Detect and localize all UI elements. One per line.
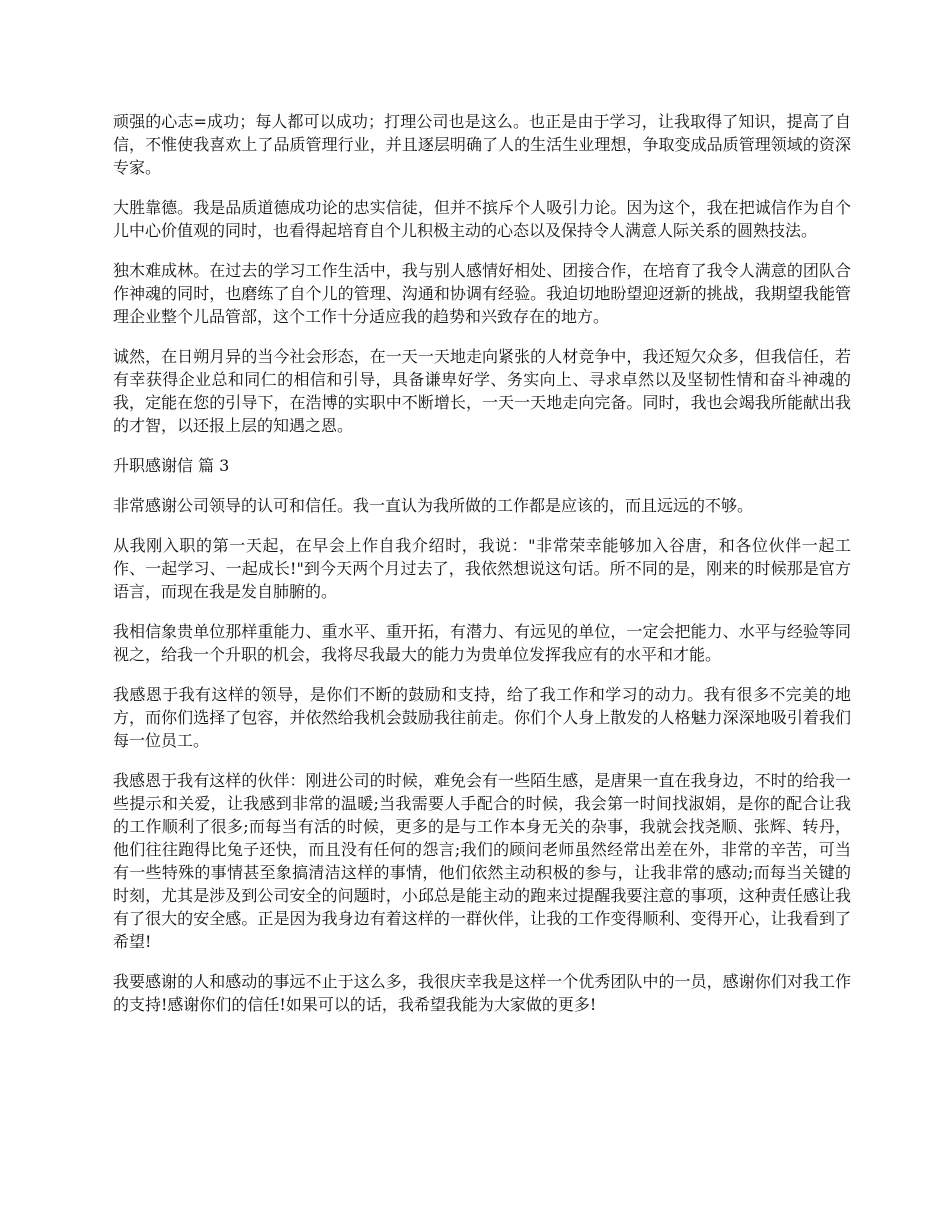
section-heading: 升职感谢信 篇 3 [113, 456, 230, 475]
paragraph-4: 诚然，在日朔月异的当今社会形态，在一天一天地走向紧张的人材竞争中，我还短欠众多，但我信任，若有幸获得企业总和同仁的相信和引导，具备谦卑好学、务实向上、寻求卓然以及坚韧性情和奋斗神魂的我，定能在您的引导下，在浩博的实职中不断增长，一天一天地走向完备。同时，我也会竭我所能献出我的才智，以还报上层的知遇之恩。 [113, 347, 851, 435]
paragraph-2: 大胜靠德。我是品质道德成功论的忠实信徒，但并不摈斥个人吸引力论。因为这个，我在把诚信作为自个儿中心价值观的同时，也看得起培育自个儿积极主动的心态以及保持令人满意人际关系的圆熟技法。 [113, 198, 851, 240]
paragraph-10: 我要感谢的人和感动的事远不止于这么多，我很庆幸我是这样一个优秀团队中的一员，感谢你们对我工作的支持!感谢你们的信任!如果可以的话，我希望我能为大家做的更多! [113, 972, 851, 1014]
paragraph-8: 我感恩于我有这样的领导，是你们不断的鼓励和支持，给了我工作和学习的动力。我有很多不完美的地方，而你们选择了包容，并依然给我机会鼓励我往前走。你们个人身上散发的人格魅力深深地吸引着我们每一位员工。 [113, 685, 851, 750]
paragraph-9: 我感恩于我有这样的伙伴：刚进公司的时候，难免会有一些陌生感，是唐果一直在我身边，不时的给我一些提示和关爱，让我感到非常的温暖;当我需要人手配合的时候，我会第一时间找淑娟，是你的配合让我的工作顺利了很多;而每当有活的时候，更多的是与工作本身无关的杂事，我就会找尧顺、张辉、转丹，他们往往跑得比兔子还快，而且没有任何的怨言;我们的顾问老师虽然经常出差在外，非常的辛苦，可当有一些特殊的事情甚至象搞清洁这样的事情，他们依然主动积极的参与，让我非常的感动;而每当关键的时刻，尤其是涉及到公司安全的问题时，小邱总是能主动的跑来过提醒我要注意的事项，这种责任感让我有了很大的安全感。正是因为我身边有着这样的一群伙伴，让我的工作变得顺利、变得开心，让我看到了希望! [113, 771, 851, 951]
paragraph-3: 独木难成林。在过去的学习工作生活中，我与别人感情好相处、团接合作，在培育了我令人满意的团队合作神魂的同时，也磨练了自个儿的管理、沟通和协调有经验。我迫切地盼望迎迓新的挑战，我期望我能管理企业整个儿品管部，这个工作十分适应我的趋势和兴致存在的地方。 [113, 261, 851, 326]
paragraph-6: 从我刚入职的第一天起，在早会上作自我介绍时，我说："非常荣幸能够加入谷唐，和各位伙伴一起工作、一起学习、一起成长!"到今天两个月过去了，我依然想说这句话。所不同的是，刚来的时候那是官方语言，而现在我是发自肺腑的。 [113, 536, 851, 601]
paragraph-5: 非常感谢公司领导的认可和信任。我一直认为我所做的工作都是应该的，而且远远的不够。 [113, 496, 754, 515]
paragraph-1: 顽强的心志=成功；每人都可以成功；打理公司也是这么。也正是由于学习，让我取得了知识，提高了自信，不惟使我喜欢上了品质管理行业，并且逐层明确了人的生活生业理想，争取变成品质管理领域的资深专家。 [113, 112, 851, 177]
paragraph-7: 我相信象贵单位那样重能力、重水平、重开拓，有潜力、有远见的单位，一定会把能力、水平与经验等同视之，给我一个升职的机会，我将尽我最大的能力为贵单位发挥我应有的水平和才能。 [113, 622, 851, 664]
document-page [113, 110, 851, 1033]
